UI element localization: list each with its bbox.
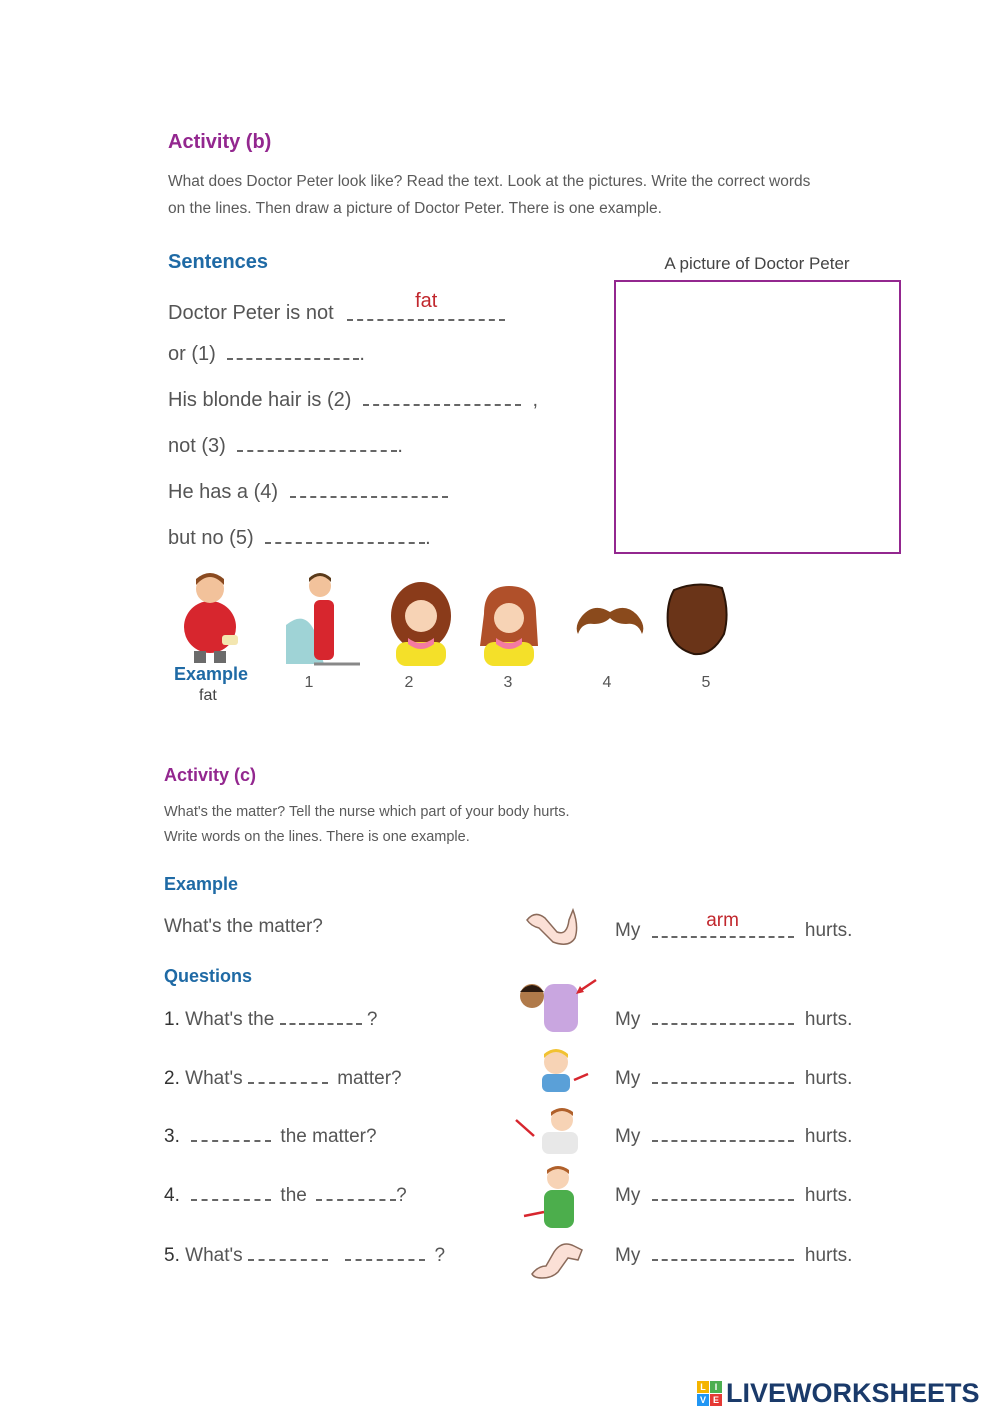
pic-number-5: 5	[701, 674, 711, 691]
pic-number-4: 4	[602, 674, 612, 691]
answer-field-2[interactable]	[363, 394, 521, 406]
liveworksheets-logo	[697, 1378, 980, 1409]
q3-field[interactable]	[191, 1132, 271, 1142]
example-label: Example	[174, 664, 249, 684]
q5-field-1[interactable]	[248, 1251, 328, 1261]
answer-field-3[interactable]	[237, 440, 397, 452]
answer-field-4[interactable]	[290, 486, 448, 498]
fat-man-picture	[170, 565, 250, 665]
sentence-3: not (3) .	[168, 435, 403, 457]
moustache-picture	[572, 600, 648, 640]
example-question: What's the matter?	[164, 916, 323, 937]
sentence-example: Doctor Peter is not fat	[168, 297, 505, 325]
straight-hair-girl-picture	[476, 584, 542, 666]
sentence-4: He has a (4)	[168, 481, 448, 504]
leg-picture	[528, 1236, 584, 1280]
answer-field-1[interactable]	[227, 348, 359, 360]
sentence-2: His blonde hair is (2) ,	[168, 389, 539, 411]
example-word: fat	[199, 687, 217, 704]
a3-field[interactable]	[652, 1132, 794, 1142]
sentences-heading: Sentences	[168, 251, 269, 273]
a1-field[interactable]	[652, 1015, 794, 1025]
neck-pain-picture	[536, 1046, 592, 1092]
picture-label: A picture of Doctor Peter	[664, 254, 850, 273]
example-answer-arm: arm	[706, 910, 739, 931]
answer-line-4: My hurts.	[615, 1185, 853, 1206]
example-answer-line: My arm hurts.	[615, 910, 853, 941]
activity-c-title: Activity (c)	[164, 765, 257, 785]
arm-picture	[523, 906, 579, 946]
question-1: 1. What's the ?	[164, 1009, 378, 1030]
pic-number-3: 3	[503, 674, 513, 691]
q1-field[interactable]	[280, 1015, 362, 1025]
logo-grid-icon: L I V E	[697, 1381, 722, 1406]
elbow-pain-picture	[512, 1106, 582, 1154]
q2-field[interactable]	[248, 1074, 328, 1084]
sentence-5: but no (5) .	[168, 527, 431, 549]
answer-line-5: My hurts.	[615, 1245, 853, 1266]
pic-number-1: 1	[304, 674, 314, 691]
a4-field[interactable]	[652, 1191, 794, 1201]
questions-heading: Questions	[164, 966, 253, 986]
question-2: 2. What's matter?	[164, 1068, 402, 1089]
q4-field-2[interactable]	[316, 1191, 396, 1201]
example-answer: fat	[415, 290, 438, 312]
drawing-box[interactable]	[614, 280, 901, 554]
q5-field-2[interactable]	[345, 1251, 425, 1261]
answer-line-3: My hurts.	[615, 1126, 853, 1147]
answer-line-2: My hurts.	[615, 1068, 853, 1089]
activity-b-title: Activity (b)	[168, 131, 272, 153]
pic-number-2: 2	[404, 674, 414, 691]
example-heading: Example	[164, 874, 239, 894]
a2-field[interactable]	[652, 1074, 794, 1084]
activity-b-instruction: What does Doctor Peter look like? Read the text. Look at the pictures. Write the correct words on the lines. Then draw a picture of Doctor Peter. There is one example.	[168, 173, 811, 217]
thin-man-picture	[284, 570, 364, 666]
q4-field-1[interactable]	[191, 1191, 271, 1201]
question-3: 3. the matter?	[164, 1126, 377, 1147]
beard-picture	[664, 582, 730, 658]
question-4: 4. the ?	[164, 1185, 407, 1206]
activity-c-instruction: What's the matter? Tell the nurse which part of your body hurts. Write words on the lines. There is one example.	[164, 804, 570, 845]
curly-hair-girl-picture	[388, 580, 454, 666]
question-5: 5. What's ?	[164, 1245, 446, 1266]
logo-text: LIVEWORKSHEETS	[726, 1378, 980, 1408]
answer-field-5[interactable]	[265, 532, 425, 544]
hand-pain-picture	[522, 1164, 582, 1230]
a5-field[interactable]	[652, 1251, 794, 1261]
answer-line-1: My hurts.	[615, 1009, 853, 1030]
shoulder-pain-picture	[510, 970, 600, 1036]
sentence-1: or (1) .	[168, 343, 365, 365]
